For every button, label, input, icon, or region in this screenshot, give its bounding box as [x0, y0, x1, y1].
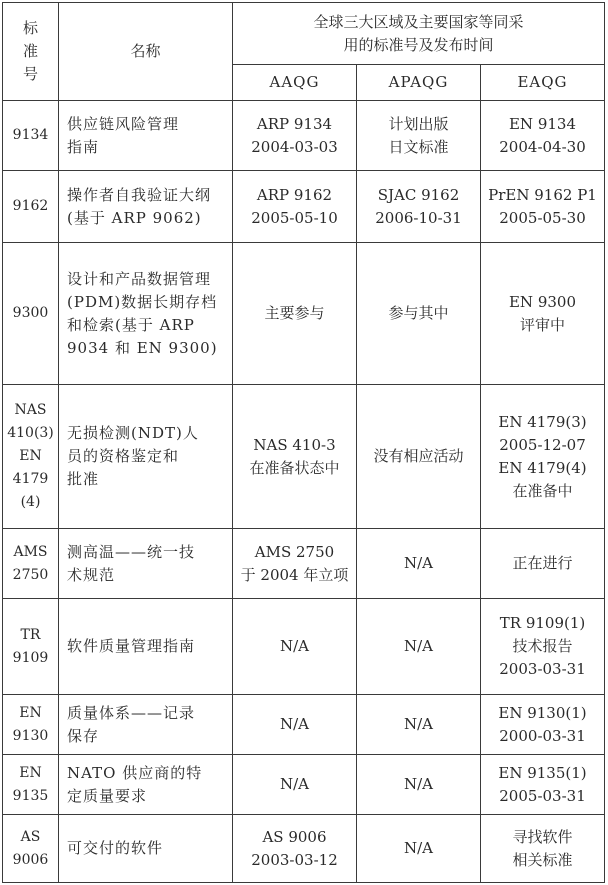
table-row: [3, 243, 605, 385]
aaqg-cell: AMS 2750 于 2004 年立项: [233, 529, 357, 599]
eaqg-cell: 寻找软件 相关标准: [481, 815, 605, 883]
std-number-cell: EN 9130: [3, 695, 59, 755]
eaqg-cell: EN 9134 2004-04-30: [481, 101, 605, 171]
name-cell: 测高温——统一技 术规范: [59, 529, 233, 599]
name-cell: 设计和产品数据管理 (PDM)数据长期存档 和检索(基于 ARP 9034 和 EN 9300): [59, 243, 233, 385]
table-row: [3, 599, 605, 695]
eaqg-cell: 正在进行: [481, 529, 605, 599]
aaqg-cell: N/A: [233, 599, 357, 695]
apaqg-cell: 参与其中: [357, 243, 481, 385]
apaqg-cell: SJAC 9162 2006-10-31: [357, 171, 481, 243]
std-number-cell: 9134: [3, 101, 59, 171]
apaqg-cell: 没有相应活动: [357, 385, 481, 529]
std-number-cell: 9162: [3, 171, 59, 243]
name-cell: 供应链风险管理 指南: [59, 101, 233, 171]
aaqg-cell: N/A: [233, 755, 357, 815]
std-number-cell: TR 9109: [3, 599, 59, 695]
eaqg-cell: EN 9300 评审中: [481, 243, 605, 385]
apaqg-cell: N/A: [357, 529, 481, 599]
apaqg-cell: N/A: [357, 599, 481, 695]
std-number-cell: EN 9135: [3, 755, 59, 815]
apaqg-header: APAQG: [357, 65, 481, 101]
aaqg-header: AAQG: [233, 65, 357, 101]
eaqg-cell: EN 9135(1) 2005-03-31: [481, 755, 605, 815]
eaqg-cell: EN 4179(3) 2005-12-07 EN 4179(4) 在准备中: [481, 385, 605, 529]
apaqg-cell: N/A: [357, 695, 481, 755]
std-number-cell: 9300: [3, 243, 59, 385]
table-row: [3, 385, 605, 529]
aaqg-cell: ARP 9134 2004-03-03: [233, 101, 357, 171]
table-row: [3, 101, 605, 171]
table-row: [3, 755, 605, 815]
table-row: [3, 815, 605, 883]
aaqg-cell: 主要参与: [233, 243, 357, 385]
name-cell: 质量体系——记录 保存: [59, 695, 233, 755]
std-number-cell: AMS 2750: [3, 529, 59, 599]
std-number-cell: NAS 410(3) EN 4179 (4): [3, 385, 59, 529]
std-number-cell: AS 9006: [3, 815, 59, 883]
aaqg-cell: AS 9006 2003-03-12: [233, 815, 357, 883]
table-row: [3, 171, 605, 243]
standards-table: [2, 2, 605, 883]
name-header: 名称: [59, 3, 233, 101]
name-cell: 操作者自我验证大纲 (基于 ARP 9062): [59, 171, 233, 243]
aaqg-cell: ARP 9162 2005-05-10: [233, 171, 357, 243]
regions-group-header: 全球三大区域及主要国家等同采 用的标准号及发布时间: [233, 3, 605, 65]
name-cell: NATO 供应商的特 定质量要求: [59, 755, 233, 815]
aaqg-cell: NAS 410-3 在准备状态中: [233, 385, 357, 529]
table-row: [3, 695, 605, 755]
apaqg-cell: N/A: [357, 815, 481, 883]
name-cell: 可交付的软件: [59, 815, 233, 883]
std-number-header: 标 准 号: [3, 3, 59, 101]
eaqg-header: EAQG: [481, 65, 605, 101]
eaqg-cell: TR 9109(1) 技术报告 2003-03-31: [481, 599, 605, 695]
apaqg-cell: 计划出版 日文标准: [357, 101, 481, 171]
header-row: [3, 3, 605, 65]
eaqg-cell: PrEN 9162 P1 2005-05-30: [481, 171, 605, 243]
aaqg-cell: N/A: [233, 695, 357, 755]
name-cell: 无损检测(NDT)人 员的资格鉴定和 批准: [59, 385, 233, 529]
eaqg-cell: EN 9130(1) 2000-03-31: [481, 695, 605, 755]
table-row: [3, 529, 605, 599]
name-cell: 软件质量管理指南: [59, 599, 233, 695]
apaqg-cell: N/A: [357, 755, 481, 815]
